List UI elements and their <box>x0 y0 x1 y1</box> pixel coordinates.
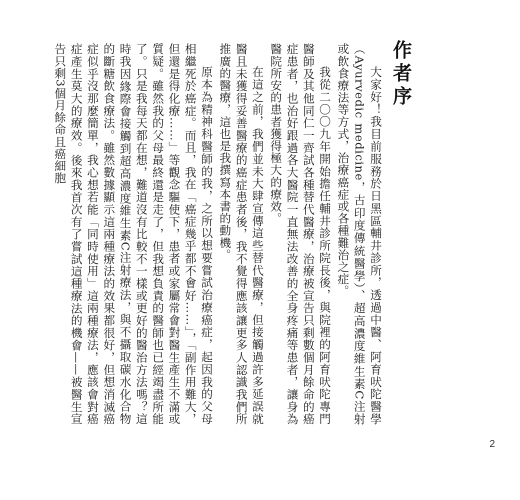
page-title: 作者序 <box>390 40 412 109</box>
page-number: 2 <box>489 439 495 450</box>
body-text <box>53 43 384 425</box>
paragraph: 我從二〇〇九年開始擔任輔井診所院長後，與院裡的阿育吠陀專門醫師及其他同仁一齊試各種替代醫療，治療被宣告只剩數個月餘命的癌症患者，也治好跟過各大醫院一直無法改善的全身疼痛等患者，讓身為醫院所安的患者獲得極大的療效。 <box>269 43 333 425</box>
paragraph: 大家好！我目前服務於日黑區輔井診所，透過中醫、阿育吠陀醫學（Ayurvedic medicine，古印度傳統醫學）、超高濃度維生素C注射或飲食療法等方式，治療癌症或各種難治之症。 <box>336 43 383 425</box>
paragraph: 原本為精神科醫師的我，之所以想要嘗試治療癌症，起因我的父母相繼死於癌症。而且，我在「癌症幾乎都不會好……」，「副作用難大，但還是得化療……」等觀念驅使下，患者或家屬常會對醫生產生不滿或質疑。雖然我的父母最終還是走了，但我想負責的醫師也已經竭盡所能了。只是我每天都在想，難道沒有比較不一樣或更好的醫治方法嗎？這時我因緣際會接觸到超高濃度維生素C注射療法，與不攝取碳水化合物的斷糖飲食療法。雖然數據顯示這兩種療法的效果都很好，但想消滅癌症似乎沒那麼簡單，我心想若能「同時使用」這兩種療法，應該會對癌症產生莫大的療效。後來我首次有了嘗試這種療法的機會——被醫生宣告只剩3個月餘命且癌細胞 <box>53 43 215 425</box>
paragraph: 在這之前，我們並未大肆宣傳這些替代醫療，但接觸過許多延誤就醫且未獲得妥善醫療的癌症患者後，我不覺得應該讓更多人認識我們所推廣的醫療，這也是我撰寫本書的動機。 <box>218 43 265 425</box>
